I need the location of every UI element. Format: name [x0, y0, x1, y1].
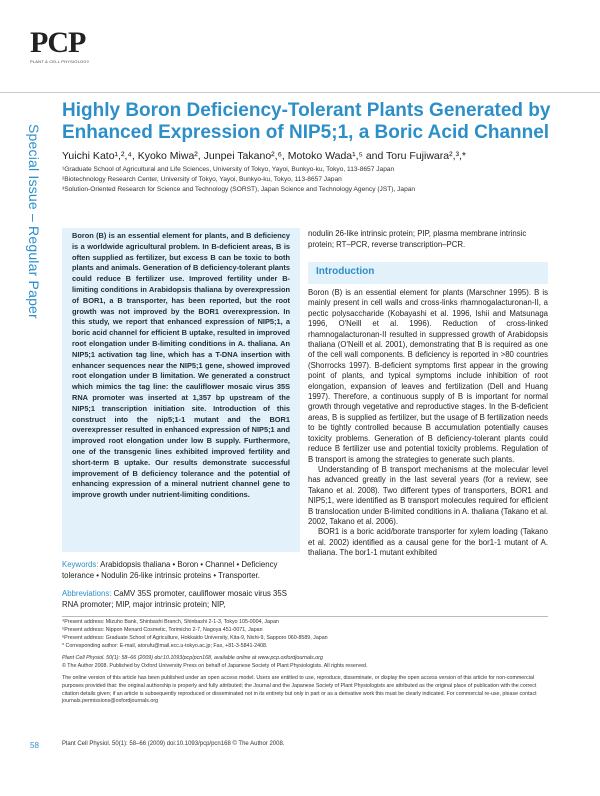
journal-logo [30, 28, 94, 64]
keywords-text: Arabidopsis thaliana • Boron • Channel • Deficiency tolerance • Nodulin 26-like intrinsic proteins • Transporter. [62, 560, 278, 580]
intro-body [308, 288, 548, 608]
footnote-address-6: ⁶Present address: Graduate School of Agriculture, Hokkaido University, Kita-9, Nishi-9, Sapporo 060-8589, Japan [62, 635, 328, 641]
intro-paragraph-2: Understanding of B transport mechanisms at the molecular level has advanced greatly in the last several years (for a review, see Takano et al. 2008). Two different types of transporters, BOR1 and NIP5;1, were identified as B transport molecules required for efficient B translocation under B-limited conditions in A. thaliana (Takano et al. 2002, Takano et al. 2006). [308, 464, 548, 526]
article-title: Highly Boron Deficiency-Tolerant Plants Generated by Enhanced Expression of NIP5;1, a Boric Acid Channel [62, 100, 551, 143]
intro-heading: Introduction [316, 266, 375, 277]
footnote-open-access: The online version of this article has been published under an open access model. Users are entitled to use, reproduce, disseminate, or display the open access version of this article for non-commercial purposes provided that: the original authorship is properly and fully attributed; the Journal and the Japanese Society of Plant Physiologists are attributed as the original place of publication with the correct citation details given; if an article is subsequently reproduced or disseminated not in its entirety but only in part or as a derivative work this must be clearly indicated. For commercial re-use, please contact journals.permissions@oxfordjournals.org [62, 675, 537, 705]
abbreviations-label: Abbreviations: [62, 589, 112, 598]
footnote-citation: Plant Cell Physiol. 50(1): 58–66 (2009) doi:10.1093/pcp/pcn168, available online at www.pcp.oxfordjournals.org [62, 655, 323, 661]
page-number: 58 [30, 741, 39, 750]
side-label [26, 124, 50, 424]
affiliation-1: ¹Graduate School of Agricultural and Life Sciences, University of Tokyo, Yayoi, Bunkyo-ku, Tokyo, 113-8657 Japan [62, 166, 395, 173]
abstract-text: Boron (B) is an essential element for plants, and B deficiency is a worldwide agricultural problem. In B-deficient areas, B is often supplied as fertilizer, but excess B can be toxic to both plants and animals. Generation of B deficiency-tolerant plants could reduce B fertilizer use. Improved fertility under B-limiting conditions in Arabidopsis thaliana by overexpression of BOR1, a B transporter, has been reported, but the root growth was not improved by the BOR1 overexpression. In this study, we report that enhanced expression of NIP5;1, a boric acid channel for efficient B uptake, resulted in improved root elongation under B-limiting conditions in A. thaliana. An NIP5;1 activation tag line, which has a T-DNA insertion with enhancer sequences near the NIP5;1 gene, showed improved root elongation under B limitation. We generated a construct which mimics the tag line: the cauliflower mosaic virus 35S RNA promoter was inserted at 1,357 bp upstream of the NIP5;1 transcription initiation site. Introduction of this construct into the nip5;1-1 mutant and the BOR1 overexpresser resulted in enhanced expression of NIP5;1 and improved root elongation under low B supply. Furthermore, one of the transgenic lines exhibited improved fertility and short-term B uptake. Our results demonstrate successful improvement of B deficiency tolerance and the potential of enhancing expression of a mineral nutrient channel gene to improve growth under nutrient-limiting conditions. [72, 231, 290, 500]
abbreviations-text: CaMV 35S promoter, cauliflower mosaic virus 35S RNA promoter; MIP, major intrinsic protein; NIP, [62, 589, 287, 609]
abstract-box [62, 228, 300, 552]
page-footer: Plant Cell Physiol. 50(1): 58–66 (2009) doi:10.1093/pcp/pcn168 © The Author 2008. [62, 741, 285, 747]
header-rule [0, 92, 600, 93]
affiliation-3: ³Solution-Oriented Research for Science and Technology (SORST), Japan Science and Technology Agency (JST), Japan [62, 186, 416, 193]
footnote-rule [62, 616, 548, 617]
keywords [62, 560, 300, 581]
footnote-address-5: ⁵Present address: Nippon Menard Cosmetic, Torimicho 2-7, Nagoya 451-0071, Japan [62, 627, 263, 633]
logo-subtitle: PLANT & CELL PHYSIOLOGY [30, 59, 90, 64]
footnote-copyright: © The Author 2008. Published by Oxford University Press on behalf of Japanese Society of Plant Physiologists. All rights reserved. [62, 663, 368, 669]
abbreviations [62, 588, 300, 610]
author-list: Yuichi Kato¹,²,⁴, Kyoko Miwa², Junpei Takano²,⁶, Motoko Wada¹,⁵ and Toru Fujiwara²,³,* [62, 150, 466, 162]
side-label-text: Special Issue – Regular Paper [26, 124, 42, 319]
abbreviations-continued: nodulin 26-like intrinsic protein; PIP, plasma membrane intrinsic protein; RT–PCR, reverse transcription–PCR. [308, 229, 527, 249]
intro-paragraph-3: BOR1 is a boric acid/borate transporter for xylem loading (Takano et al. 2002) identified as a causal gene for the bor1-1 mutant of A. thaliana. The bor1-1 mutant exhibited [308, 527, 548, 558]
keywords-label: Keywords: [62, 560, 99, 569]
footnote-address-4: ⁴Present address: Mizuho Bank, Shinbashi Branch, Shinbashi 2-1-3, Tokyo 105-0004, Japan [62, 619, 279, 625]
footnote-corresponding: * Corresponding author: E-mail, atorufu@mail.ecc.u-tokyo.ac.jp; Fax, +81-3-5841-2408. [62, 643, 268, 649]
logo-text: PCP [30, 26, 86, 59]
affiliation-2: ²Biotechnology Research Center, University of Tokyo, Yayoi, Bunkyo-ku, Tokyo, 113-8657 Japan [62, 176, 342, 183]
intro-paragraph-1: Boron (B) is an essential element for plants (Marschner 1995). B is mainly present in cell walls and cross-links rhamnogalacturonan-II, a pectic polysaccharide (Kobayashi et al. 1996, Ishii and Matsunaga 1996, O'Neill et al. 1996). Reduction of cross-linked rhamnogalacturonan-II resulted in suppressed growth of Arabidopsis thaliana (O'Neill et al. 2001), demonstrating that B is required as one of the cell wall components. B deficiency is reported in >80 countries (Shorrocks 1997). B-deficient symptoms first appear in the growing point of plants, and typical symptoms include inhibition of root elongation, expansion of leaves and fertilization (Dell and Huang 1997). Therefore, a continuous supply of B is important for normal growth through vegetative and reproductive stages. In the B-deficient areas, B is supplied as fertilizer, but the usage of B fertilization needs to be tightly controlled because B accumulation potentially causes toxicity problems. Generation of B deficiency-tolerant plants could reduce B fertilizer use and potential toxicity problems. Regulation of B transport is among the strategies to generate such plants. [308, 288, 548, 464]
